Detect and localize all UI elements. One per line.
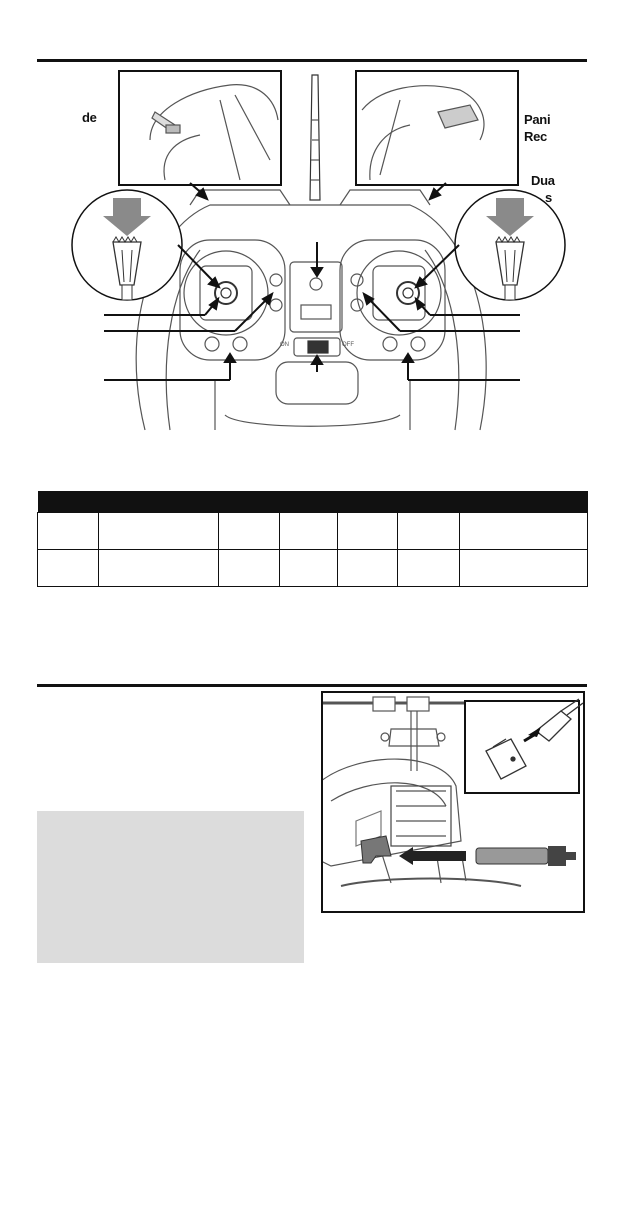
table-cell (219, 550, 280, 587)
table-header-cell (38, 491, 99, 513)
helicopter-illustration (321, 691, 585, 913)
table-cell (338, 513, 398, 550)
table-header-cell (280, 491, 338, 513)
table-header-cell (219, 491, 280, 513)
callout-right-label-3: Dua (531, 173, 555, 188)
table-cell (398, 550, 460, 587)
table-cell (460, 513, 588, 550)
callout-right-label-4: s (545, 190, 552, 205)
callout-left-label: de (82, 110, 97, 125)
table-row (38, 513, 588, 550)
table-cell (99, 513, 219, 550)
table-header-row (38, 491, 588, 513)
inset-right-switch (356, 71, 518, 185)
transmitter-illustration (0, 0, 624, 470)
table-cell (338, 550, 398, 587)
table-cell (99, 550, 219, 587)
table-cell (398, 513, 460, 550)
inset-left-switch (119, 71, 281, 185)
section-rule-bottom (37, 684, 587, 687)
table-cell (280, 513, 338, 550)
switch-on-label: ON (280, 342, 289, 348)
note-box (37, 811, 304, 963)
table-cell (38, 513, 99, 550)
switch-off-label: OFF (342, 342, 354, 348)
callout-right-label-2: Rec (524, 129, 547, 144)
battery-install-figure (321, 691, 585, 913)
callout-right-label-1: Pani (524, 112, 551, 127)
table-header-cell (460, 491, 588, 513)
table-cell (280, 550, 338, 587)
table-cell (219, 513, 280, 550)
table-header-cell (338, 491, 398, 513)
table-row (38, 550, 588, 587)
table-cell (460, 550, 588, 587)
spec-table (37, 491, 588, 587)
table-header-cell (398, 491, 460, 513)
table-cell (38, 550, 99, 587)
table-header-cell (99, 491, 219, 513)
